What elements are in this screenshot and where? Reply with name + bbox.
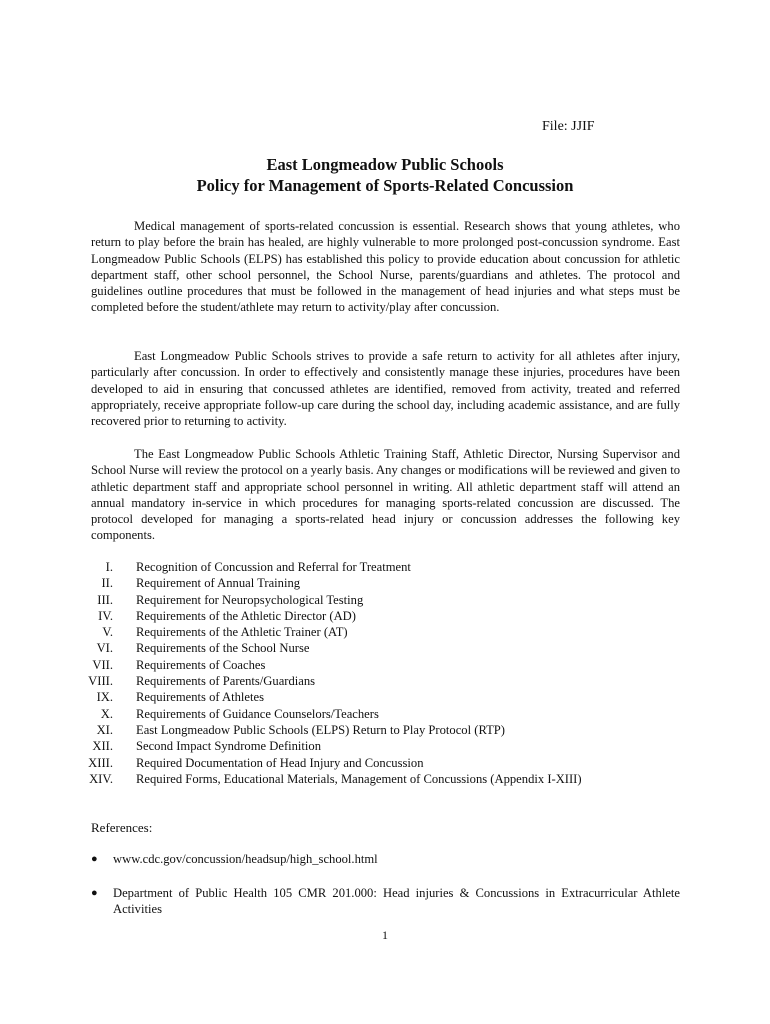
list-item	[60, 722, 700, 738]
list-text: Requirement for Neuropsychological Testing	[136, 592, 364, 607]
list-text: Required Documentation of Head Injury and Concussion	[136, 755, 424, 770]
file-id: File: JJIF	[542, 119, 595, 134]
list-number: VIII.	[88, 674, 113, 689]
paragraph-text: Medical management of sports-related concussion is essential. Research shows that young athletes, who return to play before the brain has healed, are highly vulnerable to more prolonged post-concussion syndrome. East Longmeadow Public Schools (ELPS) has established this policy to provide education about concussion for athletic department staff, other school personnel, the School Nurse, parents/guardians and athletes. The protocol and guidelines outline procedures that must be followed in the management of head injuries and what steps must be completed before the student/athlete may return to activity/play after concussion.	[91, 219, 680, 315]
list-item	[60, 673, 700, 689]
key-components-list	[60, 559, 700, 787]
list-text: Recognition of Concussion and Referral for Treatment	[136, 560, 411, 574]
reference-item	[91, 851, 680, 867]
list-item	[60, 608, 700, 624]
list-number: IV.	[98, 608, 113, 623]
title-line-2: Policy for Management of Sports-Related Concussion	[196, 176, 574, 195]
list-text: Requirements of the School Nurse	[136, 641, 310, 656]
list-text: Requirements of Athletes	[136, 690, 265, 705]
list-item	[60, 575, 700, 591]
list-number: XII.	[92, 739, 113, 754]
paragraph-text: East Longmeadow Public Schools strives to provide a safe return to activity for all athletes after injury, particularly after concussion. In order to effectively and consistently manage these injuries, procedures have been developed to aid in ensuring that concussed athletes are identified, removed from activity, treated and referred appropriately, receive appropriate follow-up care during the school day, including academic assistance, and are fully recovered prior to returning to activity.	[91, 349, 680, 429]
references-heading: References:	[91, 820, 153, 835]
list-number: VI.	[96, 641, 113, 656]
reference-text: Department of Public Health 105 CMR 201.000: Head injuries & Concussions in Extracurricular Athlete Activities	[113, 886, 680, 917]
paragraph-2	[91, 348, 680, 429]
list-number: II.	[101, 576, 113, 591]
list-item	[60, 771, 700, 787]
list-number: VII.	[92, 657, 113, 672]
list-item	[60, 738, 700, 754]
list-number: XIV.	[89, 771, 113, 786]
paragraph-1	[91, 218, 680, 316]
list-number: IX.	[96, 690, 113, 705]
list-number: I.	[105, 560, 113, 574]
list-item	[60, 689, 700, 705]
bullet-icon: ●	[91, 853, 98, 865]
list-item	[60, 657, 700, 673]
reference-item	[91, 885, 680, 918]
bullet-icon: ●	[91, 887, 98, 899]
list-item	[60, 624, 700, 640]
list-number: III.	[97, 592, 113, 607]
list-text: Requirements of Coaches	[136, 657, 266, 672]
list-item	[60, 559, 700, 575]
list-text: Requirement of Annual Training	[136, 576, 301, 591]
list-number: XIII.	[88, 755, 113, 770]
list-number: V.	[102, 625, 113, 640]
list-number: X.	[100, 706, 113, 721]
list-item	[60, 592, 700, 608]
page-number: 1	[382, 928, 388, 942]
list-text: Requirements of Guidance Counselors/Teachers	[136, 706, 379, 721]
list-item	[60, 706, 700, 722]
list-text: Required Forms, Educational Materials, Management of Concussions (Appendix I-XIII)	[136, 771, 582, 786]
list-text: Requirements of the Athletic Director (AD)	[136, 608, 356, 623]
list-text: Second Impact Syndrome Definition	[136, 739, 322, 754]
list-text: East Longmeadow Public Schools (ELPS) Return to Play Protocol (RTP)	[136, 722, 505, 737]
document-title	[0, 154, 770, 196]
list-number: XI.	[96, 722, 113, 737]
list-item	[60, 755, 700, 771]
title-line-1: East Longmeadow Public Schools	[266, 155, 504, 174]
paragraph-3	[91, 446, 680, 544]
list-item	[60, 640, 700, 656]
reference-link[interactable]: www.cdc.gov/concussion/headsup/high_school.html	[113, 852, 378, 866]
list-text: Requirements of Parents/Guardians	[136, 674, 316, 689]
list-text: Requirements of the Athletic Trainer (AT)	[136, 625, 348, 640]
paragraph-text: The East Longmeadow Public Schools Athletic Training Staff, Athletic Director, Nursing Supervisor and School Nurse will review the protocol on a yearly basis. Any changes or modifications will be reviewed and given to athletic department staff and appropriate school personnel in writing. All athletic department staff will attend an annual mandatory in-service in which procedures for managing sports-related concussion are discussed. The protocol developed for managing a sports-related head injury or concussion addresses the following key components.	[91, 447, 680, 543]
